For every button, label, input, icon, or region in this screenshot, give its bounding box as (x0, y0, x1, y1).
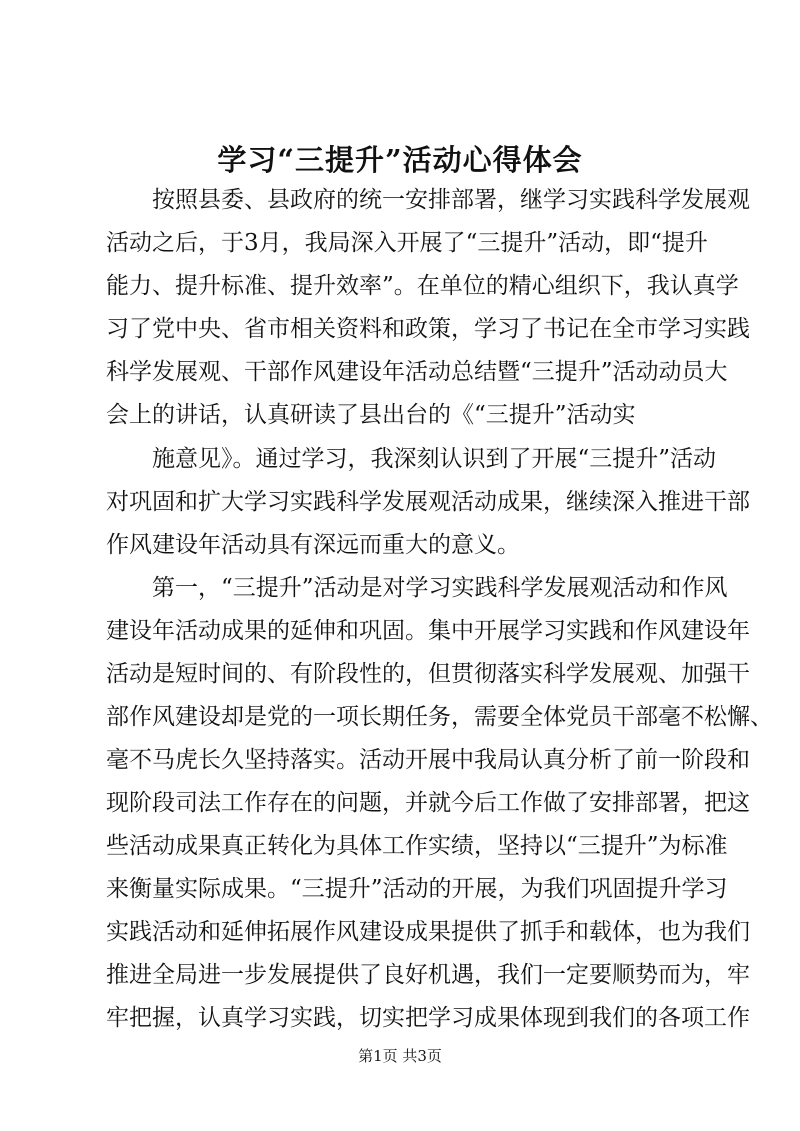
body-line-6: 会上的讲话，认真研读了县出台的《“三提升”活动实 (106, 402, 636, 428)
body-line-14: 毫不马虎长久坚持落实。活动开展中我局认真分析了前一阶段和 (106, 747, 750, 773)
body-line-5: 科学发展观、干部作风建设年活动总结暨“三提升”活动动员大 (106, 359, 728, 385)
body-line-19: 推进全局进一步发展提供了良好机遇，我们一定要顺势而为，牢 (106, 962, 750, 988)
body-line-7: 施意见》。通过学习，我深刻认识到了开展“三提升”活动 (152, 446, 717, 472)
body-line-18: 实践活动和延伸拓展作风建设成果提供了抓手和载体，也为我们 (106, 919, 750, 945)
body-line-11: 建设年活动成果的延伸和巩固。集中开展学习实践和作风建设年 (106, 618, 750, 644)
body-line-1: 按照县委、县政府的统一安排部署，继学习实践科学发展观 (152, 187, 750, 213)
body-line-10: 第一，“三提升”活动是对学习实践科学发展观活动和作风 (152, 575, 728, 601)
body-line-20: 牢把握，认真学习实践，切实把学习成果体现到我们的各项工作 (106, 1005, 750, 1031)
page-footer: 第1页 共3页 (358, 1047, 442, 1065)
body-line-3: 能力、提升标准、提升效率”。在单位的精心组织下，我认真学 (106, 273, 739, 299)
body-line-8: 对巩固和扩大学习实践科学发展观活动成果，继续深入推进干部 (106, 489, 750, 515)
body-line-2: 活动之后，于3月，我局深入开展了“三提升”活动，即“提升 (106, 230, 708, 256)
body-line-4: 习了党中央、省市相关资料和政策，学习了书记在全市学习实践 (106, 316, 750, 342)
body-line-15: 现阶段司法工作存在的问题，并就今后工作做了安排部署，把这 (106, 790, 750, 816)
body-line-12: 活动是短时间的、有阶段性的，但贯彻落实科学发展观、加强干 (106, 661, 750, 687)
body-line-17: 来衡量实际成果。“三提升”活动的开展，为我们巩固提升学习 (106, 876, 728, 902)
body-line-13: 部作风建设却是党的一项长期任务，需要全体党员干部毫不松懈、 (106, 704, 773, 730)
page-title: 学习“三提升”活动心得体会 (217, 143, 583, 177)
body-line-16: 些活动成果真正转化为具体工作实绩，坚持以“三提升”为标准 (106, 833, 728, 859)
body-line-9: 作风建设年活动具有深远而重大的意义。 (106, 532, 520, 558)
